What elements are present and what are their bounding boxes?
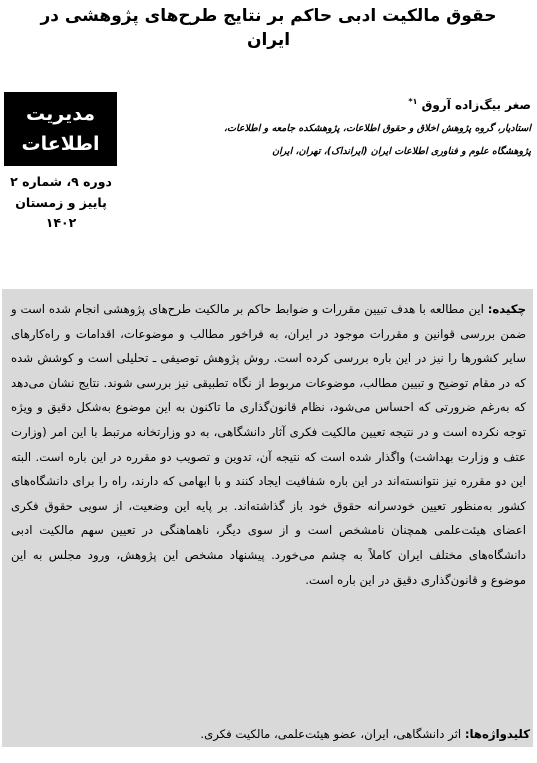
journal-issue: دوره ۹، شماره ۲ <box>10 174 112 189</box>
journal-logo <box>4 92 117 166</box>
abstract-label: چکیده: <box>487 302 527 316</box>
affiliation-line1: استادیار، گروه پژوهش اخلاق و حقوق اطلاعات، پژوهشکده جامعه و اطلاعات، <box>223 123 531 134</box>
author-mark: ۱* <box>408 97 418 106</box>
abstract-paragraph <box>11 297 526 592</box>
author-name-text: صغر بیگ‌زاده آروق <box>421 98 531 112</box>
keywords-line <box>15 727 530 741</box>
author-name <box>211 93 531 114</box>
journal-name-line1: مدیریت <box>26 103 95 125</box>
abstract-text: این مطالعه با هدف تبیین مقررات و ضوابط حاکم بر مالکیت طرح‌های پژوهشی انجام شده است و ضمن بررسی قوانین و مقررات موجود در ایران، به فراخور مطالب و موضوعات، اقدامات و راه‌کارهای سایر کشورها را نیز در این باره بررسی کرده است. روش پژوهش توصیفی ـ تحلیلی است و کوشش شده که در مقام توضیح و تبیین مطالب، موضوعات مربوط از نگاه تطبیقی نیز بررسی شوند. نتایج نشان می‌دهد که به‌رغم ضرورتی که احساس می‌شود، نظام قانون‌گذاری ما تاکنون به این موضوع به‌شکل دقیق و ویژه توجه نکرده است و در نتیجه تعیین مالکیت فکری آثار دانشگاهی، به دو وزارتخانه مرتبط با این امر (وزارت عتف و وزارت بهداشت) واگذار شده است که نتیجه آن، تدوین و تصویب دو مقرره در این باره است. البته این دو مقرره نیز نتوانسته‌اند در این باره شفافیت ایجاد کنند و با ابهامی که دارند، راه را برای دانشگاه‌های کشور به‌منظور تعیین خودسرانه حقوق خود باز گذاشته‌اند. بر پایه این وضعیت، از سویی حقوق فکری اعضای هیئت‌علمی همچنان نامشخص است و از سوی دیگر، ناهماهنگی در تعیین سهم مالکیت ادبی دانشگاه‌های مختلف ایران کاملاً به چشم می‌خورد. پیشنهاد مشخص این پژوهش، ورود مجلس به این موضوع و قانون‌گذاری دقیق در این باره است. <box>11 302 526 587</box>
keywords-label: کلیدواژه‌ها: <box>464 727 530 741</box>
paper-title: حقوق مالکیت ادبی حاکم بر نتایج طرح‌های پژوهشی در ایران <box>40 6 497 50</box>
abstract-box <box>2 289 533 747</box>
keywords-text: اثر دانشگاهی، ایران، عضو هیئت‌علمی، مالکیت فکری. <box>200 727 462 741</box>
affiliation-line2: پژوهشگاه علوم و فناوری اطلاعات ایران (ایرانداک)، تهران، ایران <box>272 146 531 157</box>
journal-season: پاییز و زمستان ۱۴۰۲ <box>15 195 107 230</box>
journal-name-line2: اطلاعات <box>21 133 100 155</box>
